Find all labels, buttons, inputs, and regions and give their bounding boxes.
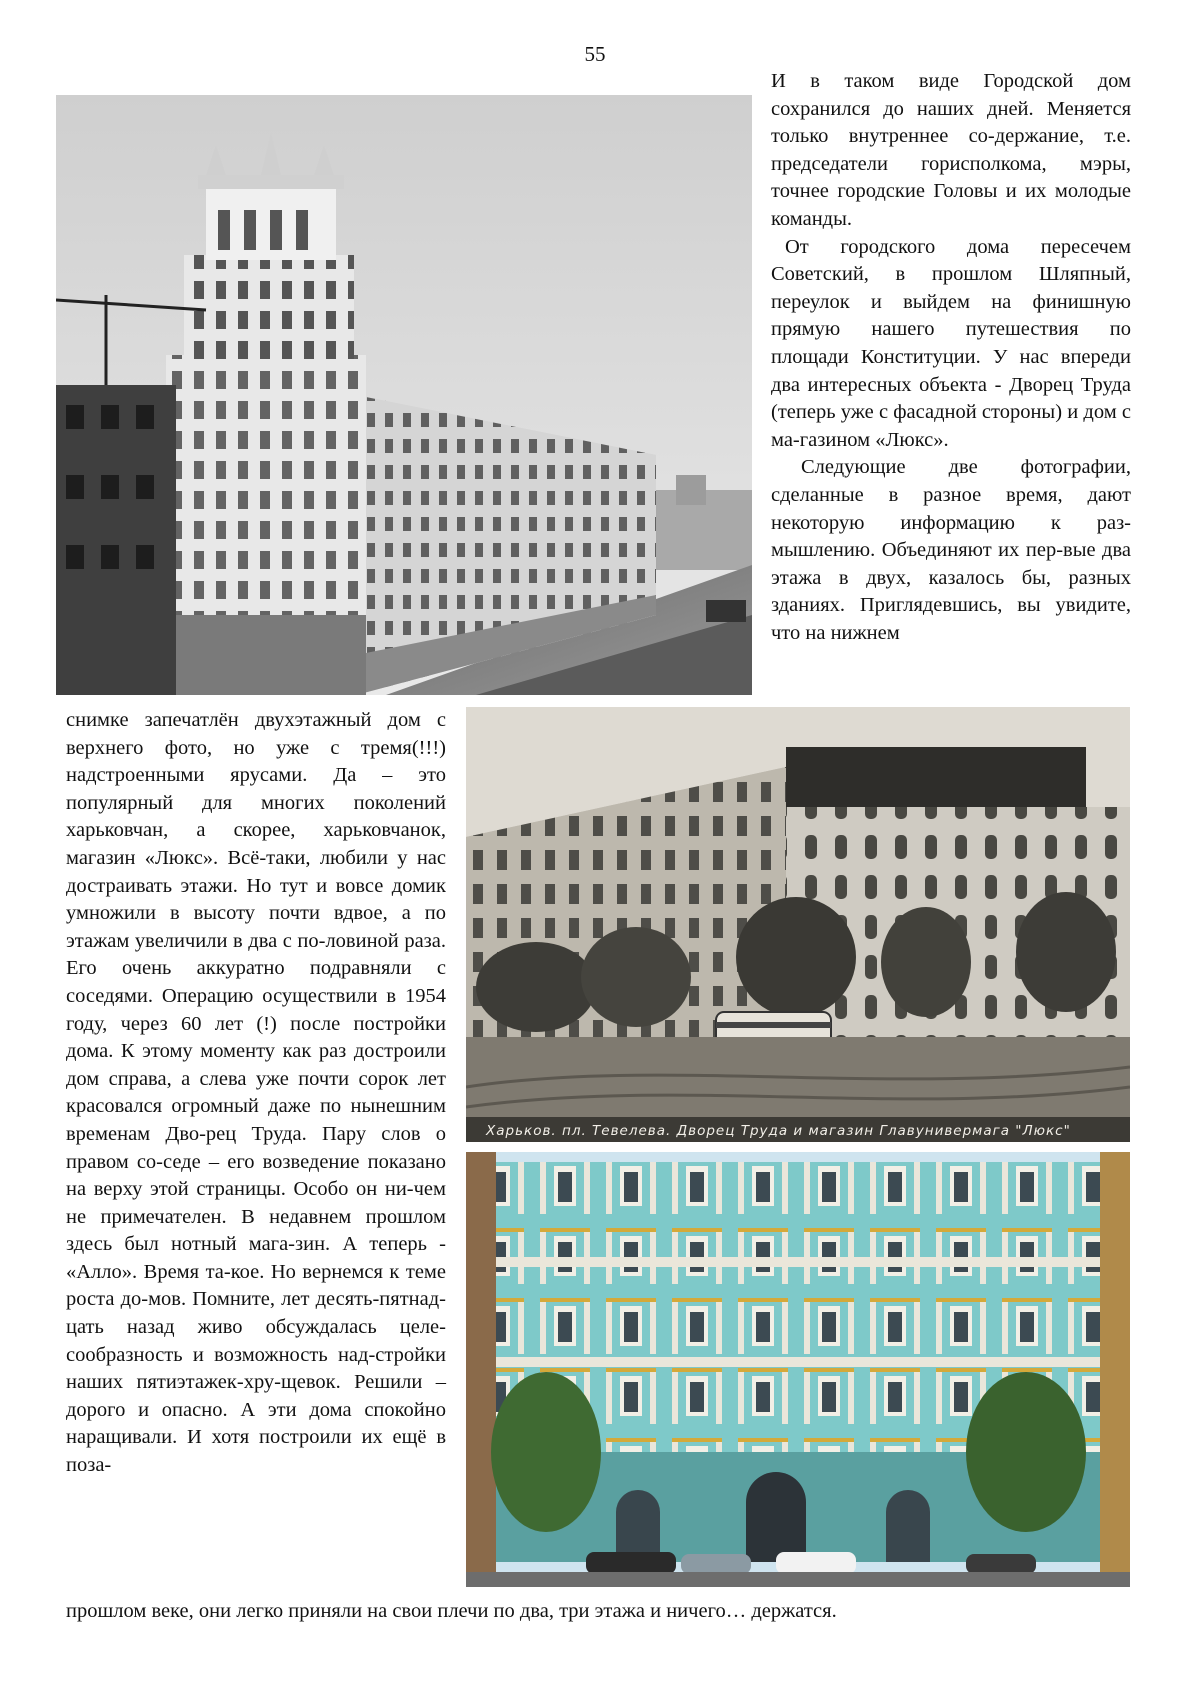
paragraph-two-photos: Следующие две фотографии, сделанные в разное время, дают некоторую информацию к раз-мышлению. Объединяют их пер-вые два этажа в двух, казалось бы, разных зданиях. Приглядевшись, вы увидите, что на нижнем — [771, 456, 1131, 644]
right-column-text — [771, 68, 1131, 647]
postcard-drawing — [466, 707, 1130, 1142]
paragraph-route: От городского дома пересечем Советский, в прошлом Шляпный, переулок и выйдем на финишную прямую нашего путешествия по площади Конституции. У нас впереди два интересных объекта - Дворец Труда (теперь уже с фасадной стороны) и дом с ма-газином «Люкс». — [771, 235, 1131, 451]
facade-drawing — [466, 1152, 1130, 1587]
postcard-caption: Харьков. пл. Тевелева. Дворец Труда и магазин Главунивермага "Люкс" — [486, 1123, 1071, 1139]
photo-city-hall — [56, 95, 752, 695]
paragraph-city-hall: И в таком виде Городской дом сохранился до наших дней. Меняется только внутреннее со-держание, т.е. председатели горисполкома, мэры, точнее городские Головы и их молодые команды. — [771, 70, 1131, 230]
city-hall-drawing — [56, 95, 752, 695]
closing-line — [66, 1598, 1130, 1626]
left-column-text — [66, 707, 446, 1480]
page-number: 55 — [584, 42, 606, 66]
photo-palace-of-labour — [466, 707, 1130, 1142]
closing-line-text: прошлом веке, они легко приняли на свои плечи по два, три этажа и ничего… держатся. — [66, 1600, 837, 1622]
paragraph-lux-store: снимке запечатлён двухэтажный дом с верхнего фото, но уже с тремя(!!!) надстроенными ярусами. Да – это популярный для многих поколений харьковчан, а скорее, харьковчанок, магазин «Люкс». Всё-таки, любили у нас достраивать этажи. Но тут и вовсе домик умножили в высоту почти вдвое, а по этажам увеличили в два с по-ловиной раза. Его очень аккуратно подравняли с соседями. Операцию осуществили в 1954 году, через 60 лет (!) после постройки дома. К этому моменту как раз достроили дом справа, а слева уже почти сорок лет красовался огромный даже по нынешним временам Дво-рец Труда. Пару слов о правом со-седе – его возведение показано на верху этой страницы. Особо он ни-чем не примечателен. В недавнем прошлом здесь был нотный мага-зин. А теперь - «Алло». Время та-кое. Но вернемся к теме роста до-мов. Помните, лет десять-пятнад-цать назад живо обсуждалась целе-сообразность и возможность над-стройки наших пятиэтажек-хру-щевок. Решили – дорого и опасно. А эти дома спокойно наращивали. И хотя построили их ещё в поза- — [66, 709, 446, 1477]
photo-modern-facade — [466, 1152, 1130, 1587]
